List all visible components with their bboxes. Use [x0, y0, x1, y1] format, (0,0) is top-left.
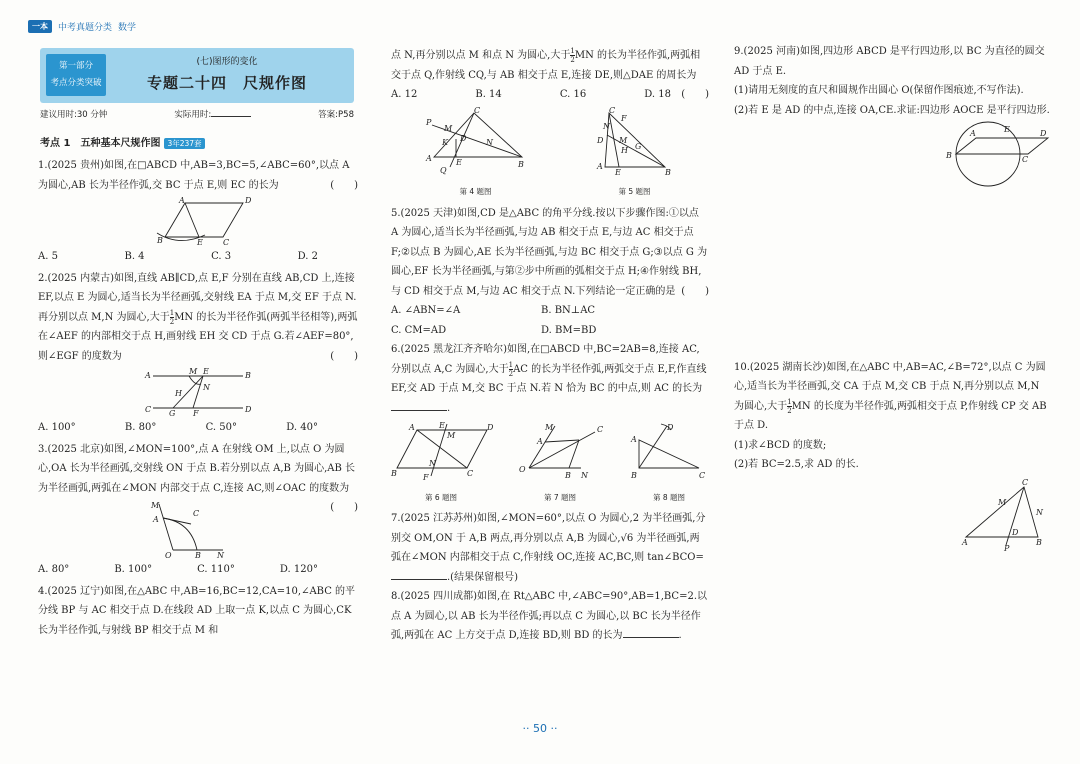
q5-label-g: G — [634, 141, 641, 151]
q10-triangle — [966, 487, 1038, 537]
question-10 — [734, 358, 1052, 559]
brand-logo: 一本 — [28, 20, 52, 33]
q2-text-a: 2.(2025 内蒙古)如图,直线 AB∥CD,点 E,F 分别在直线 AB,CD 上,连接 EF,以点 E 为圆心,适当长为半径画弧,交射线 EA 于点 M,交 EF 于点 N.再分别以点 M,N 为圆心,大于 — [38, 272, 357, 323]
q4-label-b: B — [517, 159, 524, 169]
q4-figure-wrap — [425, 105, 526, 202]
q3-option-b[interactable]: B. 100° — [114, 564, 153, 575]
q7-text: 7.(2025 江苏苏州)如图,∠MON=60°,以点 O 为圆心,2 为半径画弧,分别交 OM,ON 于 A,B 两点,再分别以点 A,B 为圆心,√6 为半径画弧,两弧在∠MON 内部相交于点 C,作射线 OC,连接 AC,BC,则 tan∠BCO= — [391, 513, 706, 563]
q5-figure-wrap — [595, 105, 675, 202]
q2-option-c[interactable]: C. 50° — [205, 422, 237, 433]
q8-figure-wrap — [629, 422, 709, 507]
q5-text: 5.(2025 天津)如图,CD 是△ABC 的角平分线.按以下步骤作图:①以点 A 为圆心,适当长为半径画弧,与边 AB 相交于点 E,与边 AC 相交于点 F;②以点 B 为圆心,AE 长为半径画弧,与边 BC 相交于点 G;③以点 G 为圆心,EF 长为半径画弧,与第②步中所画的弧相交于点 H;④作射线 BH,与 CD 相交于点 M,与边 AC 相交于点 N.下列结论一定正确的是 — [391, 207, 708, 297]
q3-label-a: A — [153, 515, 159, 524]
q1-segment-ae — [185, 203, 199, 237]
q5-label-a: A — [596, 161, 603, 171]
q6-figure — [391, 421, 494, 482]
q6-label-c: C — [467, 469, 474, 478]
q3-label-m: M — [151, 501, 160, 510]
q2-label-b: B — [245, 371, 251, 380]
q5-option-d[interactable]: D. BM=BD — [541, 324, 597, 336]
q7-label-m: M — [545, 423, 554, 432]
part-line-1: 第一部分 — [58, 61, 93, 71]
q2-frac-den: 2 — [169, 317, 175, 326]
q4-continued-b: MN 的长为半径作弧,两弧相交于点 Q,作射线 CQ,与 AB 相交于点 E,连接 DE,则△DAE 的周长为 — [391, 50, 701, 81]
q4-label-k: K — [441, 137, 448, 147]
question-9 — [734, 42, 1052, 198]
q1-option-b[interactable]: B. 4 — [124, 251, 145, 262]
q6-frac-den: 2 — [508, 369, 514, 378]
suggested-time: 建议用时:30 分钟 — [40, 110, 108, 120]
q3-text: 3.(2025 北京)如图,∠MON=100°,点 A 在射线 OM 上,以点 O 为圆心,OA 长为半径画弧,交射线 ON 于点 B.若分别以点 A,B 为圆心,AB 长为半径画弧,两弧在∠MON 内部交于点 C,连接 AC,则∠OAC 的度数为 — [38, 443, 356, 494]
q10-frac-num: 1 — [787, 397, 792, 406]
q2-figure — [143, 368, 253, 416]
q1-label-a: A — [179, 196, 185, 205]
q2-label-m: M — [189, 367, 198, 376]
q7-ray-om — [529, 426, 555, 468]
q8-segment-bd — [639, 426, 667, 468]
subject-name: 数学 — [118, 23, 137, 33]
q8-text-tail: . — [678, 630, 682, 641]
q5-label-n: N — [602, 121, 610, 131]
q9-part-1: (1)请用无刻度的直尺和圆规作出圆心 O(保留作图痕迹,不写作法). — [734, 85, 1024, 96]
q5-options — [391, 301, 709, 340]
question-1 — [38, 156, 358, 267]
q5-label-h: H — [620, 145, 628, 155]
q3-segment-ac — [163, 518, 191, 524]
q4-label-c: C — [473, 105, 480, 115]
q2-text-b: MN 的长为半径作弧(两弧半径相等),两弧在∠AEF 的内部相交于点 H,画射线 EH 交 CD 于点 G.若∠AEF=80°,则∠EGF 的度数为 — [38, 311, 358, 362]
q10-frac-den: 2 — [787, 406, 792, 415]
q9-text: 9.(2025 河南)如图,四边形 ABCD 是平行四边形,以 BC 为直径的圆交 AD 于点 E. — [734, 46, 1045, 77]
q6-diagonal-ac — [417, 430, 467, 468]
q1-option-a[interactable]: A. 5 — [38, 251, 58, 262]
q1-parallelogram — [165, 203, 243, 237]
q5-caption: 第 5 题图 — [618, 187, 651, 196]
q6-label-n: N — [429, 459, 436, 468]
q6-text: 6.(2025 黑龙江齐齐哈尔)如图,在□ABCD 中,BC=2AB=8,连接 AC,分别以点 A,C 为圆心,大于 — [391, 344, 700, 375]
q8-caption: 第 8 题图 — [652, 492, 686, 502]
top-bar — [28, 20, 136, 33]
q10-part-2: (2)若 BC=2.5,求 AD 的长. — [734, 459, 859, 470]
q1-label-e: E — [197, 238, 203, 247]
q2-option-a[interactable]: A. 100° — [38, 422, 76, 433]
q10-text-a: 10.(2025 湖南长沙)如图,在△ABC 中,AB=AC,∠B=72°,以点 C 为圆心,适当长为半径画弧,交 CA 于点 M,交 CB 于点 N,再分别以点 M,N 为圆心,大于 — [734, 361, 1046, 412]
q2-label-g: G — [169, 409, 176, 418]
q3-option-d[interactable]: D. 120° — [279, 564, 318, 575]
q7-figure-wrap — [515, 422, 605, 507]
q4-frac-num: 1 — [570, 47, 575, 55]
q6-answer-blank[interactable] — [391, 401, 447, 411]
q10-label-c: C — [1022, 477, 1029, 487]
q7-figure — [515, 422, 605, 480]
q5-label-e: E — [614, 167, 621, 177]
q8-figure — [629, 422, 709, 480]
q7-label-n: N — [581, 471, 588, 480]
question-8 — [391, 587, 709, 646]
q1-options — [38, 247, 318, 267]
q8-answer-blank[interactable] — [623, 628, 679, 638]
q4-q5-figures — [391, 105, 709, 202]
q7-label-o: O — [519, 465, 526, 474]
question-4 — [38, 582, 358, 641]
chapter-title: 专题二十四 尺规作图 — [146, 74, 307, 92]
chapter-subtitle: (七)图形的变化 — [196, 57, 258, 67]
q8-label-a: A — [631, 435, 637, 444]
q5-figure — [595, 105, 675, 177]
q5-option-a[interactable]: A. ∠ABN=∠A — [391, 305, 461, 316]
q1-figure — [143, 197, 253, 245]
part-line-2: 考点分类突破 — [50, 78, 102, 88]
q5-label-f: F — [620, 113, 627, 123]
q2-options — [38, 418, 318, 438]
q6-frac-num: 1 — [508, 360, 514, 369]
q3-ray-om — [159, 504, 173, 550]
q4-option-c[interactable]: C. 16 — [559, 89, 587, 100]
q10-label-m: M — [998, 497, 1007, 507]
section-badge: 3年237套 — [164, 138, 204, 149]
q2-label-h: H — [175, 389, 182, 398]
q10-text-b: MN 的长度为半径作弧,两弧相交于点 P,作射线 CP 交 AB 于点 D. — [734, 400, 1047, 431]
column-2 — [391, 46, 709, 646]
q1-option-d[interactable]: D. 2 — [297, 251, 318, 262]
q5-paren: ( ) — [681, 285, 709, 297]
q10-part-1: (1)求∠BCD 的度数; — [734, 439, 827, 451]
meta-row — [40, 108, 354, 120]
q3-figure — [139, 500, 229, 558]
q2-option-d[interactable]: D. 40° — [286, 422, 318, 433]
q6-q8-figures — [391, 422, 709, 507]
column-1 — [38, 156, 358, 640]
q2-label-n: N — [203, 383, 210, 392]
q9-label-e: E — [1004, 125, 1010, 134]
q5-label-c: C — [608, 105, 615, 115]
q7-label-b: B — [565, 471, 571, 480]
q9-figure — [734, 122, 1052, 190]
q6-caption: 第 6 题图 — [424, 492, 458, 502]
answer-ref: 答案:P58 — [318, 110, 354, 120]
q4-label-m: M — [443, 123, 452, 133]
q2-paren: ( ) — [330, 350, 358, 362]
q10-figure — [734, 477, 1052, 553]
q5-label-d: D — [596, 135, 603, 145]
q4-label-e: E — [455, 157, 462, 167]
question-5 — [391, 204, 709, 341]
q7-segment-ac — [545, 440, 579, 442]
q9-label-d: D — [1040, 129, 1047, 138]
q1-paren: ( ) — [330, 179, 358, 191]
q4-options — [391, 85, 671, 105]
q6-figure-wrap — [391, 421, 494, 507]
chapter-header — [40, 48, 354, 103]
q6-label-e: E — [439, 421, 445, 430]
q1-label-b: B — [157, 236, 163, 245]
q5-label-b: B — [664, 167, 671, 177]
q4-label-p: P — [425, 117, 431, 127]
q9-part-2: (2)若 E 是 AD 的中点,连接 OA,CE.求证:四边形 AOCE 是平行四边形. — [734, 104, 1050, 116]
q2-frac-num: 1 — [169, 308, 175, 317]
q3-options — [38, 560, 318, 580]
q1-label-c: C — [223, 238, 230, 247]
q3-label-b: B — [195, 551, 201, 560]
q7-answer-blank[interactable] — [391, 570, 447, 580]
question-2 — [38, 269, 358, 438]
q4-caption: 第 4 题图 — [459, 187, 492, 196]
q6-label-a: A — [409, 423, 415, 432]
question-3 — [38, 440, 358, 580]
q7-text-tail: .(结果保留根号) — [447, 571, 518, 583]
q6-label-d: D — [487, 423, 494, 432]
q8-label-d: D — [667, 423, 674, 432]
q4-option-b[interactable]: B. 14 — [475, 89, 502, 100]
q3-option-c[interactable]: C. 110° — [197, 564, 235, 575]
q8-label-b: B — [631, 471, 637, 480]
q5-option-b[interactable]: B. BN⊥AC — [541, 305, 596, 316]
q2-label-a: A — [145, 371, 151, 380]
q4-frac-den: 2 — [570, 56, 575, 64]
q10-label-a: A — [962, 537, 968, 547]
q4-option-a[interactable]: A. 12 — [391, 89, 418, 100]
q2-option-b[interactable]: B. 80° — [124, 422, 157, 433]
page-number-value: 50 — [533, 722, 547, 735]
q3-paren: ( ) — [330, 502, 358, 513]
q10-label-n: N — [1036, 507, 1043, 517]
q4-figure — [425, 105, 526, 175]
q6-label-m: M — [447, 431, 456, 440]
question-7 — [391, 509, 709, 587]
q10-label-p: P — [1004, 543, 1010, 553]
section-heading — [40, 134, 205, 149]
actual-time-blank[interactable] — [211, 116, 251, 117]
q10-label-b: B — [1036, 537, 1042, 547]
q3-label-o: O — [165, 551, 172, 560]
q2-label-e: E — [203, 367, 209, 376]
q4-option-d[interactable]: D. 18 — [644, 89, 671, 100]
q5-label-m: M — [618, 135, 627, 145]
q4-paren: ( ) — [681, 89, 709, 100]
q3-label-c: C — [193, 509, 200, 518]
q4-triangle — [434, 113, 522, 157]
q7-caption: 第 7 题图 — [543, 492, 577, 502]
section-title: 考点 1 五种基本尺规作图 — [40, 138, 161, 149]
q3-option-a[interactable]: A. 80° — [38, 564, 70, 575]
q4-label-d: D — [459, 133, 466, 143]
q6-text-b: AC 的长为半径作弧,两弧交于点 E,F,作直线 EF,交 AD 于点 M,交 BC 于点 N.若 N 恰为 BC 的中点,则 AC 的长为 — [391, 363, 707, 394]
q10-label-d: D — [1012, 527, 1019, 537]
q5-option-c[interactable]: C. CM=AD — [391, 324, 447, 336]
q8-text: 8.(2025 四川成都)如图,在 Rt△ABC 中,∠ABC=90°,AB=1,BC=2.以点 A 为圆心,以 AB 长为半径作弧;再以点 C 为圆心,以 BC 长为半径作弧,两弧在 AC 上方交于点 D,连接 BD,则 BD 的长为 — [391, 591, 707, 641]
column-3 — [734, 42, 1052, 558]
q9-label-b: B — [946, 151, 952, 160]
q9-label-a: A — [970, 129, 976, 138]
q4-label-a: A — [425, 153, 432, 163]
q4-text: 4.(2025 辽宁)如图,在△ABC 中,AB=16,BC=12,CA=10,∠ABC 的平分线 BP 与 AC 相交于点 D.在线段 AD 上取一点 K,以点 C 为圆心,CK 长为半径作弧,与射线 BP 相交于点 M 和 — [38, 585, 356, 636]
q2-label-c: C — [145, 405, 152, 414]
question-6: 6.(2025 黑龙江齐齐哈尔)如图,在□ABCD 中,BC=2AB=8,连接 AC,分别以点 A,C 为圆心,大于 $\frac{1}{2}$ AC 的长为半径作弧,两弧交于点 E,F,作直线 EF,交 AD 于点 M,交 BC 于点 N.若 N 恰为 BC 的中点,则 AC 的长为. — [391, 344, 707, 414]
q6-label-b: B — [391, 469, 397, 478]
q3-label-n: N — [217, 551, 225, 560]
q1-label-d: D — [245, 196, 252, 205]
q2-label-d: D — [245, 405, 252, 414]
q7-label-c: C — [597, 425, 604, 434]
q1-text: 1.(2025 贵州)如图,在□ABCD 中,AB=3,BC=5,∠ABC=60°,以点 A 为圆心,AB 长为半径作弧,交 BC 于点 E,则 EC 的长为 — [38, 160, 350, 191]
q4-continued-a: 点 N,再分别以点 M 和点 N 为圆心,大于 — [391, 50, 571, 61]
q9-parallelogram — [956, 138, 1048, 154]
q6-label-f: F — [423, 473, 429, 482]
series-name: 中考真题分类 — [58, 23, 113, 33]
q9-label-c: C — [1022, 155, 1029, 164]
q8-label-c: C — [699, 471, 706, 480]
q1-option-c[interactable]: C. 3 — [211, 251, 232, 262]
q7-label-a: A — [537, 437, 543, 446]
q4-label-n: N — [485, 137, 493, 147]
page-number: ·· 50 ·· — [522, 722, 558, 735]
q4-label-q: Q — [439, 165, 447, 175]
q7-segment-bc — [569, 440, 579, 468]
actual-time: 实际用时: — [174, 110, 212, 120]
q2-label-f: F — [193, 409, 199, 418]
